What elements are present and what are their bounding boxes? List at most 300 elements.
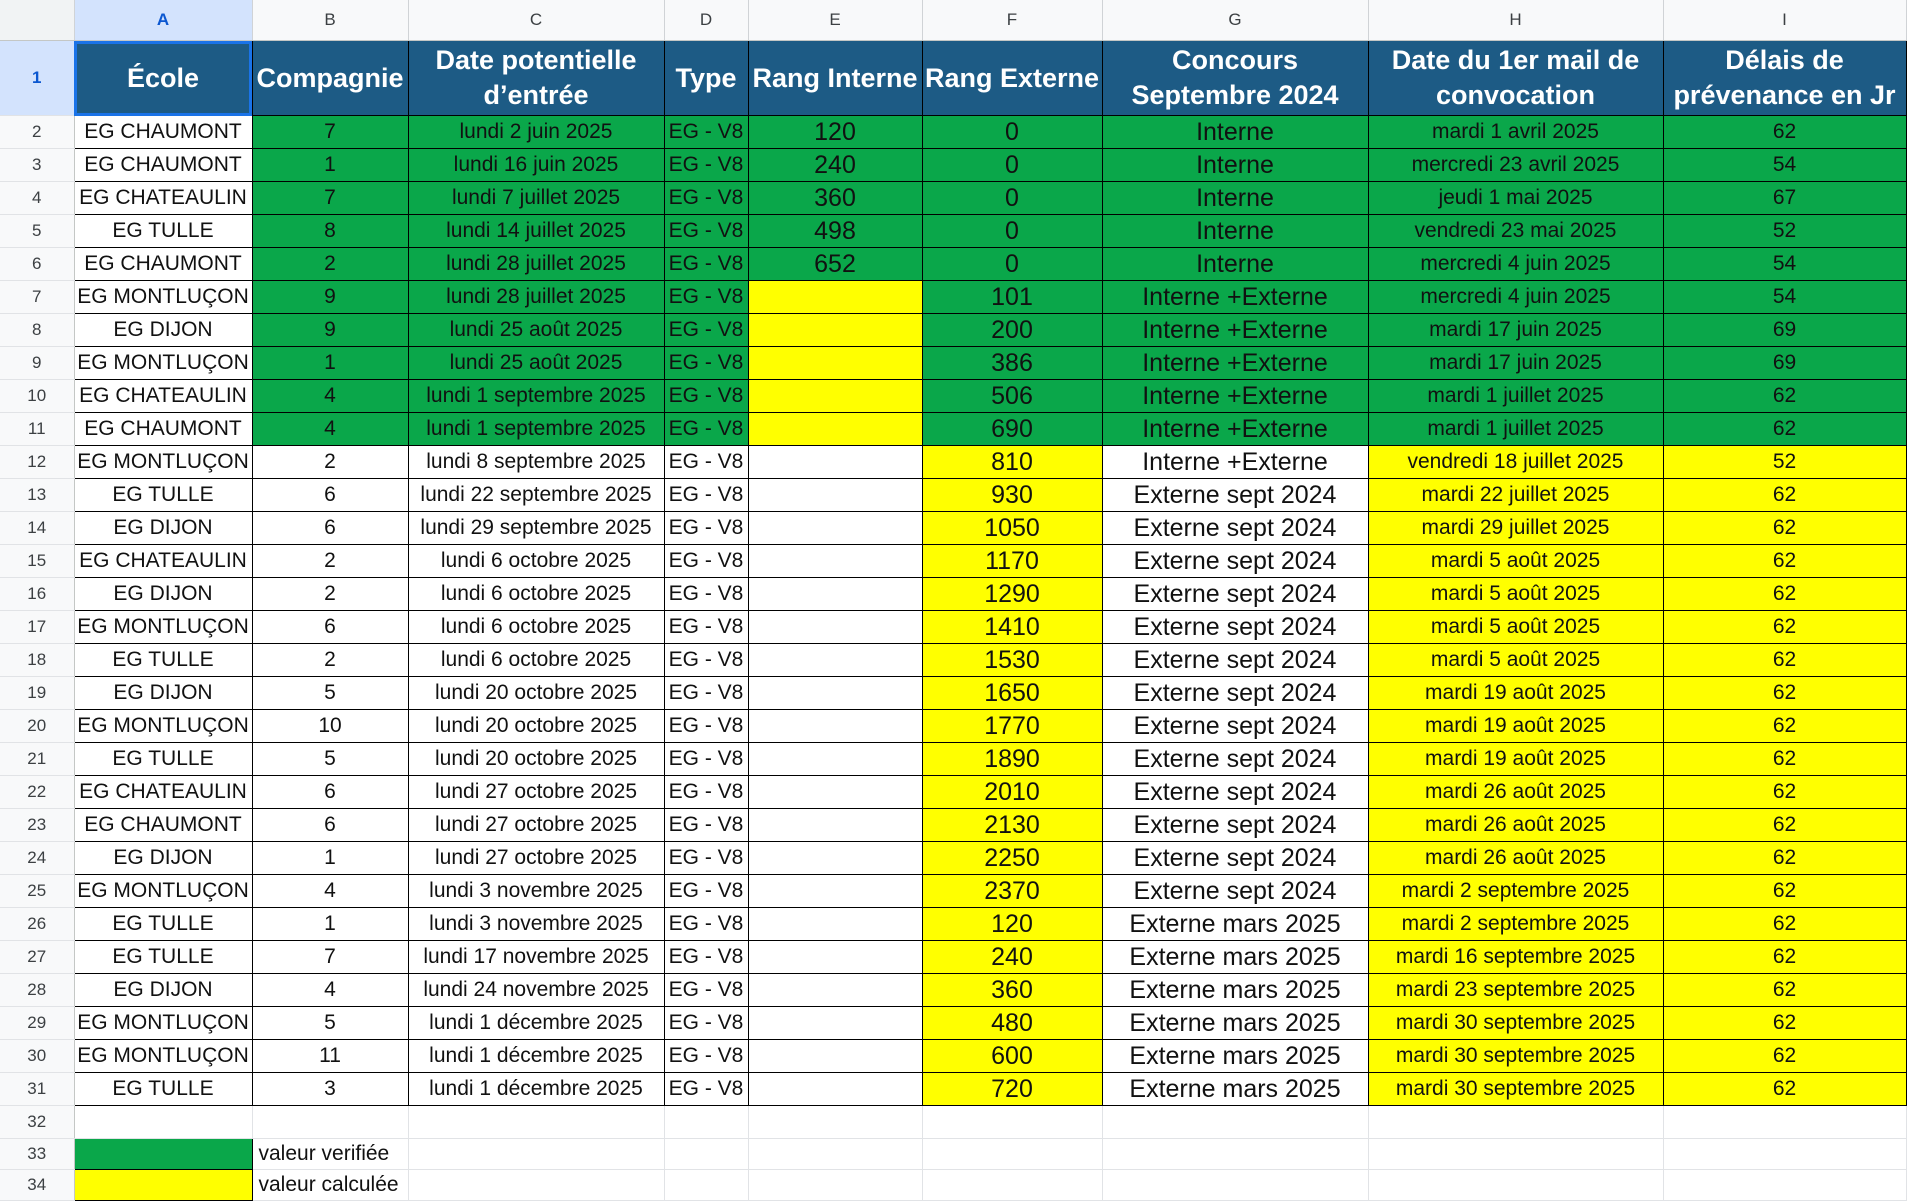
row-number[interactable]: 2 (0, 116, 74, 149)
cell-delai[interactable]: 62 (1663, 710, 1906, 743)
cell-date-entree[interactable]: lundi 27 octobre 2025 (408, 842, 664, 875)
cell-type[interactable]: EG - V8 (664, 512, 748, 545)
cell-ecole[interactable]: EG MONTLUÇON (74, 710, 252, 743)
empty-cell[interactable] (1102, 1139, 1368, 1170)
cell-compagnie[interactable]: 5 (252, 1007, 408, 1040)
cell-date-entree[interactable]: lundi 1 septembre 2025 (408, 380, 664, 413)
row-number[interactable]: 29 (0, 1007, 74, 1040)
cell-date-mail[interactable]: mardi 23 septembre 2025 (1368, 974, 1663, 1007)
header-cell[interactable]: Date potentielle d’entrée (408, 41, 664, 116)
select-all-corner[interactable] (0, 0, 74, 41)
empty-cell[interactable] (1368, 1170, 1663, 1201)
cell-type[interactable]: EG - V8 (664, 578, 748, 611)
cell-type[interactable]: EG - V8 (664, 908, 748, 941)
cell-concours[interactable]: Externe sept 2024 (1102, 611, 1368, 644)
cell-rang-externe[interactable]: 2130 (922, 809, 1102, 842)
cell-type[interactable]: EG - V8 (664, 644, 748, 677)
cell-delai[interactable]: 62 (1663, 1073, 1906, 1106)
row-number[interactable]: 12 (0, 446, 74, 479)
empty-cell[interactable] (1102, 1170, 1368, 1201)
cell-compagnie[interactable]: 2 (252, 248, 408, 281)
cell-date-mail[interactable]: mardi 26 août 2025 (1368, 842, 1663, 875)
cell-rang-interne[interactable] (748, 875, 922, 908)
column-header-c[interactable]: C (408, 0, 664, 41)
cell-ecole[interactable]: EG CHATEAULIN (74, 182, 252, 215)
cell-ecole[interactable]: EG MONTLUÇON (74, 281, 252, 314)
cell-rang-externe[interactable]: 2370 (922, 875, 1102, 908)
cell-rang-externe[interactable]: 690 (922, 413, 1102, 446)
cell-compagnie[interactable]: 6 (252, 809, 408, 842)
cell-date-entree[interactable]: lundi 1 décembre 2025 (408, 1073, 664, 1106)
cell-date-entree[interactable]: lundi 27 octobre 2025 (408, 776, 664, 809)
cell-rang-interne[interactable]: 360 (748, 182, 922, 215)
cell-date-entree[interactable]: lundi 28 juillet 2025 (408, 281, 664, 314)
cell-rang-externe[interactable]: 480 (922, 1007, 1102, 1040)
cell-rang-externe[interactable]: 1770 (922, 710, 1102, 743)
legend-swatch-yellow[interactable] (74, 1170, 252, 1201)
cell-concours[interactable]: Externe sept 2024 (1102, 842, 1368, 875)
cell-rang-interne[interactable] (748, 446, 922, 479)
cell-date-entree[interactable]: lundi 20 octobre 2025 (408, 677, 664, 710)
cell-ecole[interactable]: EG TULLE (74, 1073, 252, 1106)
cell-compagnie[interactable]: 10 (252, 710, 408, 743)
cell-delai[interactable]: 62 (1663, 380, 1906, 413)
row-number[interactable]: 6 (0, 248, 74, 281)
cell-date-entree[interactable]: lundi 14 juillet 2025 (408, 215, 664, 248)
cell-date-entree[interactable]: lundi 27 octobre 2025 (408, 809, 664, 842)
cell-ecole[interactable]: EG CHAUMONT (74, 116, 252, 149)
cell-ecole[interactable]: EG DIJON (74, 677, 252, 710)
cell-compagnie[interactable]: 1 (252, 908, 408, 941)
cell-rang-externe[interactable]: 101 (922, 281, 1102, 314)
cell-delai[interactable]: 62 (1663, 479, 1906, 512)
row-number[interactable]: 33 (0, 1139, 74, 1170)
row-number[interactable]: 8 (0, 314, 74, 347)
empty-cell[interactable] (1663, 1139, 1906, 1170)
cell-date-mail[interactable]: mardi 5 août 2025 (1368, 578, 1663, 611)
cell-type[interactable]: EG - V8 (664, 743, 748, 776)
cell-rang-externe[interactable]: 930 (922, 479, 1102, 512)
cell-ecole[interactable]: EG MONTLUÇON (74, 347, 252, 380)
empty-cell[interactable] (922, 1139, 1102, 1170)
cell-type[interactable]: EG - V8 (664, 1073, 748, 1106)
cell-type[interactable]: EG - V8 (664, 281, 748, 314)
cell-date-mail[interactable]: mardi 1 avril 2025 (1368, 116, 1663, 149)
cell-rang-externe[interactable]: 1890 (922, 743, 1102, 776)
cell-delai[interactable]: 62 (1663, 743, 1906, 776)
cell-date-entree[interactable]: lundi 3 novembre 2025 (408, 875, 664, 908)
empty-cell[interactable] (748, 1139, 922, 1170)
column-header-a[interactable]: A (74, 0, 252, 41)
cell-rang-externe[interactable]: 1650 (922, 677, 1102, 710)
cell-delai[interactable]: 67 (1663, 182, 1906, 215)
row-number[interactable]: 26 (0, 908, 74, 941)
cell-ecole[interactable]: EG CHAUMONT (74, 413, 252, 446)
cell-compagnie[interactable]: 4 (252, 875, 408, 908)
cell-date-mail[interactable]: mardi 5 août 2025 (1368, 545, 1663, 578)
row-number[interactable]: 10 (0, 380, 74, 413)
cell-date-mail[interactable]: mardi 5 août 2025 (1368, 611, 1663, 644)
cell-concours[interactable]: Interne +Externe (1102, 347, 1368, 380)
column-header-e[interactable]: E (748, 0, 922, 41)
cell-ecole[interactable]: EG CHATEAULIN (74, 776, 252, 809)
cell-rang-interne[interactable] (748, 1040, 922, 1073)
empty-cell[interactable] (74, 1106, 252, 1139)
cell-rang-interne[interactable] (748, 611, 922, 644)
cell-rang-externe[interactable]: 0 (922, 149, 1102, 182)
cell-date-mail[interactable]: mardi 26 août 2025 (1368, 776, 1663, 809)
cell-compagnie[interactable]: 1 (252, 842, 408, 875)
cell-rang-interne[interactable] (748, 479, 922, 512)
cell-compagnie[interactable]: 7 (252, 182, 408, 215)
row-number[interactable]: 31 (0, 1073, 74, 1106)
cell-date-mail[interactable]: vendredi 18 juillet 2025 (1368, 446, 1663, 479)
cell-rang-externe[interactable]: 0 (922, 182, 1102, 215)
header-cell[interactable]: École (74, 41, 252, 116)
cell-rang-interne[interactable] (748, 941, 922, 974)
empty-cell[interactable] (408, 1106, 664, 1139)
cell-ecole[interactable]: EG TULLE (74, 644, 252, 677)
cell-date-entree[interactable]: lundi 25 août 2025 (408, 347, 664, 380)
cell-type[interactable]: EG - V8 (664, 149, 748, 182)
cell-type[interactable]: EG - V8 (664, 776, 748, 809)
cell-type[interactable]: EG - V8 (664, 116, 748, 149)
empty-cell[interactable] (664, 1139, 748, 1170)
cell-rang-externe[interactable]: 506 (922, 380, 1102, 413)
empty-cell[interactable] (1368, 1139, 1663, 1170)
cell-compagnie[interactable]: 4 (252, 380, 408, 413)
empty-cell[interactable] (1663, 1106, 1906, 1139)
cell-rang-interne[interactable] (748, 281, 922, 314)
cell-type[interactable]: EG - V8 (664, 479, 748, 512)
cell-rang-interne[interactable] (748, 380, 922, 413)
row-number[interactable]: 14 (0, 512, 74, 545)
cell-type[interactable]: EG - V8 (664, 1007, 748, 1040)
empty-cell[interactable] (664, 1106, 748, 1139)
cell-date-mail[interactable]: mardi 2 septembre 2025 (1368, 875, 1663, 908)
column-header-b[interactable]: B (252, 0, 408, 41)
cell-rang-interne[interactable] (748, 578, 922, 611)
cell-concours[interactable]: Externe sept 2024 (1102, 479, 1368, 512)
cell-rang-interne[interactable] (748, 677, 922, 710)
cell-ecole[interactable]: EG TULLE (74, 908, 252, 941)
cell-delai[interactable]: 62 (1663, 1007, 1906, 1040)
cell-rang-interne[interactable]: 120 (748, 116, 922, 149)
cell-date-mail[interactable]: mercredi 4 juin 2025 (1368, 281, 1663, 314)
cell-concours[interactable]: Externe mars 2025 (1102, 1007, 1368, 1040)
cell-rang-externe[interactable]: 1290 (922, 578, 1102, 611)
empty-cell[interactable] (1368, 1106, 1663, 1139)
cell-date-mail[interactable]: jeudi 1 mai 2025 (1368, 182, 1663, 215)
cell-ecole[interactable]: EG DIJON (74, 974, 252, 1007)
cell-ecole[interactable]: EG CHATEAULIN (74, 380, 252, 413)
cell-rang-externe[interactable]: 240 (922, 941, 1102, 974)
cell-concours[interactable]: Interne (1102, 149, 1368, 182)
cell-ecole[interactable]: EG MONTLUÇON (74, 1040, 252, 1073)
cell-type[interactable]: EG - V8 (664, 413, 748, 446)
cell-ecole[interactable]: EG TULLE (74, 479, 252, 512)
cell-rang-interne[interactable] (748, 974, 922, 1007)
cell-date-entree[interactable]: lundi 6 octobre 2025 (408, 545, 664, 578)
cell-ecole[interactable]: EG MONTLUÇON (74, 875, 252, 908)
cell-rang-externe[interactable]: 2250 (922, 842, 1102, 875)
cell-compagnie[interactable]: 6 (252, 776, 408, 809)
cell-date-mail[interactable]: mardi 17 juin 2025 (1368, 347, 1663, 380)
cell-ecole[interactable]: EG TULLE (74, 941, 252, 974)
header-cell[interactable]: Compagnie (252, 41, 408, 116)
cell-rang-externe[interactable]: 120 (922, 908, 1102, 941)
cell-delai[interactable]: 62 (1663, 677, 1906, 710)
cell-rang-interne[interactable] (748, 809, 922, 842)
cell-rang-interne[interactable]: 652 (748, 248, 922, 281)
cell-date-entree[interactable]: lundi 3 novembre 2025 (408, 908, 664, 941)
row-number[interactable]: 15 (0, 545, 74, 578)
cell-date-entree[interactable]: lundi 24 novembre 2025 (408, 974, 664, 1007)
cell-rang-externe[interactable]: 200 (922, 314, 1102, 347)
row-number[interactable]: 7 (0, 281, 74, 314)
row-number[interactable]: 11 (0, 413, 74, 446)
cell-compagnie[interactable]: 1 (252, 149, 408, 182)
cell-concours[interactable]: Externe sept 2024 (1102, 578, 1368, 611)
cell-delai[interactable]: 54 (1663, 281, 1906, 314)
cell-delai[interactable]: 62 (1663, 644, 1906, 677)
cell-concours[interactable]: Interne (1102, 182, 1368, 215)
cell-type[interactable]: EG - V8 (664, 545, 748, 578)
cell-delai[interactable]: 62 (1663, 908, 1906, 941)
cell-rang-externe[interactable]: 1170 (922, 545, 1102, 578)
empty-cell[interactable] (252, 1106, 408, 1139)
cell-delai[interactable]: 62 (1663, 545, 1906, 578)
cell-compagnie[interactable]: 11 (252, 1040, 408, 1073)
cell-compagnie[interactable]: 2 (252, 545, 408, 578)
cell-date-mail[interactable]: mardi 1 juillet 2025 (1368, 413, 1663, 446)
cell-compagnie[interactable]: 6 (252, 611, 408, 644)
cell-date-mail[interactable]: mardi 22 juillet 2025 (1368, 479, 1663, 512)
cell-concours[interactable]: Interne +Externe (1102, 314, 1368, 347)
cell-rang-interne[interactable] (748, 1007, 922, 1040)
cell-concours[interactable]: Externe sept 2024 (1102, 512, 1368, 545)
cell-delai[interactable]: 62 (1663, 578, 1906, 611)
cell-rang-externe[interactable]: 0 (922, 116, 1102, 149)
cell-rang-interne[interactable] (748, 347, 922, 380)
row-number[interactable]: 32 (0, 1106, 74, 1139)
cell-type[interactable]: EG - V8 (664, 446, 748, 479)
cell-ecole[interactable]: EG DIJON (74, 512, 252, 545)
cell-concours[interactable]: Externe mars 2025 (1102, 941, 1368, 974)
cell-compagnie[interactable]: 4 (252, 413, 408, 446)
cell-rang-externe[interactable]: 1410 (922, 611, 1102, 644)
cell-rang-interne[interactable] (748, 644, 922, 677)
cell-delai[interactable]: 52 (1663, 446, 1906, 479)
cell-type[interactable]: EG - V8 (664, 809, 748, 842)
cell-ecole[interactable]: EG MONTLUÇON (74, 611, 252, 644)
legend-label[interactable]: valeur calculée (252, 1170, 408, 1201)
cell-delai[interactable]: 54 (1663, 248, 1906, 281)
row-number[interactable]: 25 (0, 875, 74, 908)
cell-compagnie[interactable]: 3 (252, 1073, 408, 1106)
cell-compagnie[interactable]: 5 (252, 743, 408, 776)
cell-concours[interactable]: Interne +Externe (1102, 281, 1368, 314)
cell-type[interactable]: EG - V8 (664, 182, 748, 215)
cell-type[interactable]: EG - V8 (664, 941, 748, 974)
cell-rang-externe[interactable]: 360 (922, 974, 1102, 1007)
cell-ecole[interactable]: EG TULLE (74, 215, 252, 248)
row-number[interactable]: 17 (0, 611, 74, 644)
cell-ecole[interactable]: EG DIJON (74, 578, 252, 611)
cell-rang-externe[interactable]: 1530 (922, 644, 1102, 677)
cell-type[interactable]: EG - V8 (664, 1040, 748, 1073)
cell-compagnie[interactable]: 6 (252, 512, 408, 545)
cell-ecole[interactable]: EG MONTLUÇON (74, 446, 252, 479)
cell-date-entree[interactable]: lundi 1 décembre 2025 (408, 1007, 664, 1040)
row-number[interactable]: 27 (0, 941, 74, 974)
cell-date-entree[interactable]: lundi 6 octobre 2025 (408, 611, 664, 644)
column-header-i[interactable]: I (1663, 0, 1906, 41)
cell-date-mail[interactable]: mercredi 23 avril 2025 (1368, 149, 1663, 182)
row-number[interactable]: 18 (0, 644, 74, 677)
cell-concours[interactable]: Interne +Externe (1102, 380, 1368, 413)
cell-date-mail[interactable]: mardi 19 août 2025 (1368, 710, 1663, 743)
cell-date-entree[interactable]: lundi 6 octobre 2025 (408, 578, 664, 611)
row-number[interactable]: 9 (0, 347, 74, 380)
cell-delai[interactable]: 62 (1663, 1040, 1906, 1073)
header-cell[interactable]: Délais de prévenance en Jr (1663, 41, 1906, 116)
cell-compagnie[interactable]: 9 (252, 281, 408, 314)
cell-compagnie[interactable]: 2 (252, 578, 408, 611)
cell-date-mail[interactable]: mardi 16 septembre 2025 (1368, 941, 1663, 974)
cell-rang-externe[interactable]: 720 (922, 1073, 1102, 1106)
legend-swatch-green[interactable] (74, 1139, 252, 1170)
cell-concours[interactable]: Interne (1102, 248, 1368, 281)
cell-date-mail[interactable]: mercredi 4 juin 2025 (1368, 248, 1663, 281)
cell-date-entree[interactable]: lundi 1 septembre 2025 (408, 413, 664, 446)
cell-date-mail[interactable]: mardi 19 août 2025 (1368, 743, 1663, 776)
cell-compagnie[interactable]: 4 (252, 974, 408, 1007)
cell-delai[interactable]: 62 (1663, 974, 1906, 1007)
cell-delai[interactable]: 62 (1663, 941, 1906, 974)
cell-rang-interne[interactable] (748, 314, 922, 347)
cell-ecole[interactable]: EG DIJON (74, 842, 252, 875)
cell-concours[interactable]: Externe sept 2024 (1102, 710, 1368, 743)
cell-date-mail[interactable]: mardi 29 juillet 2025 (1368, 512, 1663, 545)
cell-delai[interactable]: 62 (1663, 809, 1906, 842)
cell-rang-externe[interactable]: 0 (922, 215, 1102, 248)
cell-concours[interactable]: Externe sept 2024 (1102, 677, 1368, 710)
cell-type[interactable]: EG - V8 (664, 875, 748, 908)
cell-concours[interactable]: Interne +Externe (1102, 446, 1368, 479)
row-number[interactable]: 30 (0, 1040, 74, 1073)
column-header-h[interactable]: H (1368, 0, 1663, 41)
cell-concours[interactable]: Externe mars 2025 (1102, 1073, 1368, 1106)
cell-compagnie[interactable]: 9 (252, 314, 408, 347)
row-number[interactable]: 24 (0, 842, 74, 875)
cell-concours[interactable]: Externe sept 2024 (1102, 776, 1368, 809)
cell-concours[interactable]: Externe mars 2025 (1102, 908, 1368, 941)
cell-concours[interactable]: Externe sept 2024 (1102, 545, 1368, 578)
cell-delai[interactable]: 69 (1663, 314, 1906, 347)
cell-date-mail[interactable]: mardi 26 août 2025 (1368, 809, 1663, 842)
cell-concours[interactable]: Externe sept 2024 (1102, 875, 1368, 908)
cell-date-entree[interactable]: lundi 22 septembre 2025 (408, 479, 664, 512)
cell-type[interactable]: EG - V8 (664, 710, 748, 743)
cell-concours[interactable]: Interne (1102, 116, 1368, 149)
cell-delai[interactable]: 69 (1663, 347, 1906, 380)
cell-concours[interactable]: Externe sept 2024 (1102, 809, 1368, 842)
column-header-g[interactable]: G (1102, 0, 1368, 41)
row-number[interactable]: 5 (0, 215, 74, 248)
cell-date-entree[interactable]: lundi 17 novembre 2025 (408, 941, 664, 974)
column-header-d[interactable]: D (664, 0, 748, 41)
cell-concours[interactable]: Externe mars 2025 (1102, 1040, 1368, 1073)
header-cell[interactable]: Date du 1er mail de convocation (1368, 41, 1663, 116)
cell-concours[interactable]: Externe sept 2024 (1102, 644, 1368, 677)
cell-ecole[interactable]: EG MONTLUÇON (74, 1007, 252, 1040)
empty-cell[interactable] (748, 1106, 922, 1139)
cell-compagnie[interactable]: 5 (252, 677, 408, 710)
cell-ecole[interactable]: EG CHAUMONT (74, 149, 252, 182)
empty-cell[interactable] (748, 1170, 922, 1201)
cell-rang-externe[interactable]: 810 (922, 446, 1102, 479)
cell-delai[interactable]: 62 (1663, 842, 1906, 875)
row-number[interactable]: 22 (0, 776, 74, 809)
cell-rang-interne[interactable] (748, 842, 922, 875)
row-number[interactable]: 21 (0, 743, 74, 776)
cell-rang-interne[interactable] (748, 545, 922, 578)
cell-delai[interactable]: 62 (1663, 512, 1906, 545)
header-cell[interactable]: Type (664, 41, 748, 116)
cell-compagnie[interactable]: 2 (252, 644, 408, 677)
empty-cell[interactable] (1102, 1106, 1368, 1139)
cell-type[interactable]: EG - V8 (664, 215, 748, 248)
cell-ecole[interactable]: EG CHAUMONT (74, 248, 252, 281)
row-number[interactable]: 20 (0, 710, 74, 743)
cell-date-entree[interactable]: lundi 20 octobre 2025 (408, 710, 664, 743)
cell-date-mail[interactable]: mardi 30 septembre 2025 (1368, 1007, 1663, 1040)
empty-cell[interactable] (408, 1139, 664, 1170)
cell-type[interactable]: EG - V8 (664, 611, 748, 644)
cell-compagnie[interactable]: 1 (252, 347, 408, 380)
cell-concours[interactable]: Interne (1102, 215, 1368, 248)
empty-cell[interactable] (408, 1170, 664, 1201)
header-cell[interactable]: Concours Septembre 2024 (1102, 41, 1368, 116)
cell-date-mail[interactable]: mardi 1 juillet 2025 (1368, 380, 1663, 413)
row-number[interactable]: 23 (0, 809, 74, 842)
cell-rang-interne[interactable] (748, 743, 922, 776)
cell-date-mail[interactable]: mardi 5 août 2025 (1368, 644, 1663, 677)
cell-date-entree[interactable]: lundi 7 juillet 2025 (408, 182, 664, 215)
cell-date-entree[interactable]: lundi 25 août 2025 (408, 314, 664, 347)
cell-rang-externe[interactable]: 2010 (922, 776, 1102, 809)
cell-date-entree[interactable]: lundi 28 juillet 2025 (408, 248, 664, 281)
cell-ecole[interactable]: EG TULLE (74, 743, 252, 776)
cell-type[interactable]: EG - V8 (664, 347, 748, 380)
cell-date-mail[interactable]: mardi 30 septembre 2025 (1368, 1073, 1663, 1106)
cell-type[interactable]: EG - V8 (664, 974, 748, 1007)
cell-ecole[interactable]: EG CHATEAULIN (74, 545, 252, 578)
cell-rang-interne[interactable] (748, 710, 922, 743)
cell-rang-interne[interactable]: 498 (748, 215, 922, 248)
cell-date-entree[interactable]: lundi 2 juin 2025 (408, 116, 664, 149)
cell-delai[interactable]: 54 (1663, 149, 1906, 182)
cell-rang-interne[interactable]: 240 (748, 149, 922, 182)
header-cell[interactable]: Rang Interne (748, 41, 922, 116)
cell-rang-interne[interactable] (748, 908, 922, 941)
cell-type[interactable]: EG - V8 (664, 842, 748, 875)
cell-compagnie[interactable]: 7 (252, 941, 408, 974)
cell-rang-interne[interactable] (748, 1073, 922, 1106)
empty-cell[interactable] (922, 1170, 1102, 1201)
cell-rang-interne[interactable] (748, 776, 922, 809)
